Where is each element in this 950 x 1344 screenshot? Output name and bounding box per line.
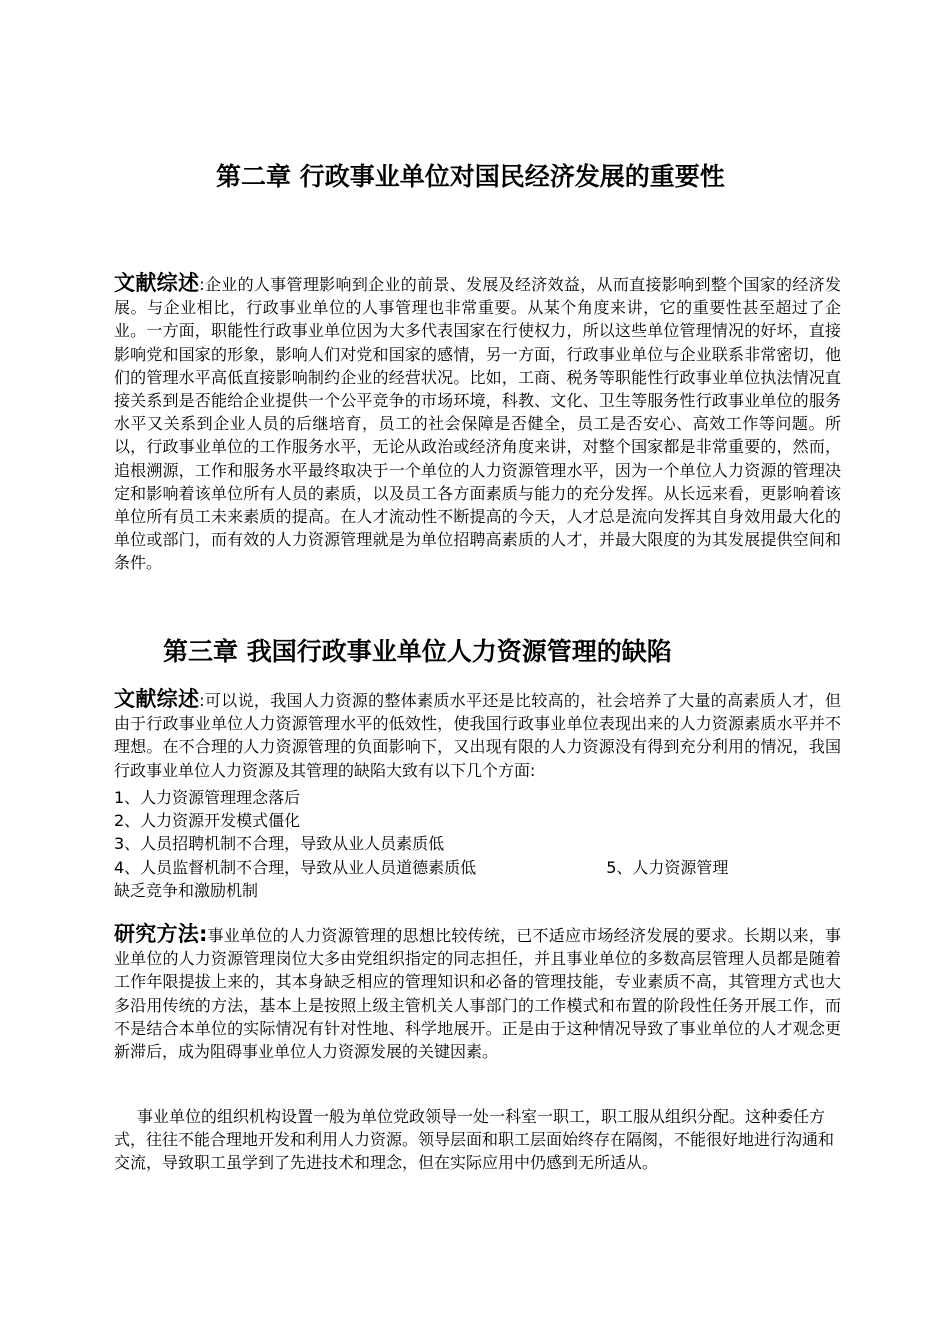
literature-review-text: :可以说，我国人力资源的整体素质水平还是比较高的，社会培养了大量的高素质人才，但由于行政事业单位人力资源管理水平的低效性，使我国行政事业单位表现出来的人力资源素质水平并不理想。在不合理的人力资源管理的负面影响下，又出现有限的人力资源没有得到充分利用的情况，我国行政事业单位人力资源及其管理的缺陷大致有以下几个方面: (114, 691, 841, 780)
chapter-2-title: 第二章 行政事业单位对国民经济发展的重要性 (216, 162, 725, 191)
literature-review-label: 文献综述 (114, 271, 200, 295)
deficiency-list (114, 786, 841, 902)
chapter-3-literature-review (114, 688, 841, 782)
research-methods (114, 923, 841, 1063)
literature-review-text: :企业的人事管理影响到企业的前景、发展及经济效益，从而直接影响到整个国家的经济发展。与企业相比，行政事业单位的人事管理也非常重要。从某个角度来讲，它的重要性甚至超过了企业。一方面，职能性行政事业单位因为大多代表国家在行使权力，所以这些单位管理情况的好坏，直接影响党和国家的形象，影响人们对党和国家的感情，另一方面，行政事业单位与企业联系非常密切，他们的管理水平高低直接影响制约企业的经营状况。比如，工商、税务等职能性行政事业单位执法情况直接关系到是否能给企业提供一个公平竞争的市场环境，科教、文化、卫生等服务性行政事业单位的服务水平又关系到企业人员的后继培育，员工的社会保障是否健全，员工是否安心、高效工作等问题。所以，行政事业单位的工作服务水平，无论从政治或经济角度来讲，对整个国家都是非常重要的，然而，追根溯源，工作和服务水平最终取决于一个单位的人力资源管理水平，因为一个单位人力资源的管理决定和影响着该单位所有人员的素质，以及员工各方面素质与能力的充分发挥。从长远来看，更影响着该单位所有员工未来素质的提高。在人才流动性不断提高的今天，人才总是流向发挥其自身效用最大化的单位或部门，而有效的人力资源管理就是为单位招聘高素质的人才，并最大限度的为其发展提供空间和条件。 (114, 275, 841, 573)
list-item: 1、人力资源管理理念落后 (114, 788, 301, 807)
research-methods-text: 事业单位的人力资源管理的思想比较传统，已不适应市场经济发展的要求。长期以来，事业单位的人力资源管理岗位大多由党组织指定的同志担任，并且事业单位的多数高层管理人员都是随着工作年限提拔上来的，其本身缺乏相应的管理知识和必备的管理技能，专业素质不高，其管理方式也大多沿用传统的方法，基本上是按照上级主管机关人事部门的工作模式和布置的阶段性任务开展工作，而不是结合本单位的实际情况有针对性地、科学地展开。正是由于这种情况导致了事业单位的人才观念更新滞后，成为阻碍事业单位人力资源发展的关键因素。 (114, 926, 841, 1062)
list-item: 2、人力资源开发模式僵化 (114, 811, 301, 831)
list-item-5: 5、人力资源管理 (606, 857, 729, 877)
list-item: 缺乏竞争和激励机制 (114, 880, 259, 900)
chapter-2-literature-review (114, 272, 841, 575)
closing-paragraph: 事业单位的组织机构设置一般为单位党政领导一处一科室一职工，职工服从组织分配。这种委任方式，往往不能合理地开发和利用人力资源。领导层面和职工层面始终存在隔阂，不能很好地进行沟通和交流，导致职工虽学到了先进技术和理念，但在实际应用中仍感到无所适从。 (114, 1107, 835, 1173)
chapter-3-title: 第三章 我国行政事业单位人力资源管理的缺陷 (163, 637, 672, 666)
list-item: 3、人员招聘机制不合理，导致从业人员素质低 (114, 834, 445, 854)
literature-review-label: 文献综述 (114, 687, 200, 711)
list-item-4: 4、人员监督机制不合理，导致从业人员道德素质低 (114, 857, 477, 877)
research-methods-label: 研究方法: (114, 922, 208, 946)
list-item (114, 856, 841, 879)
